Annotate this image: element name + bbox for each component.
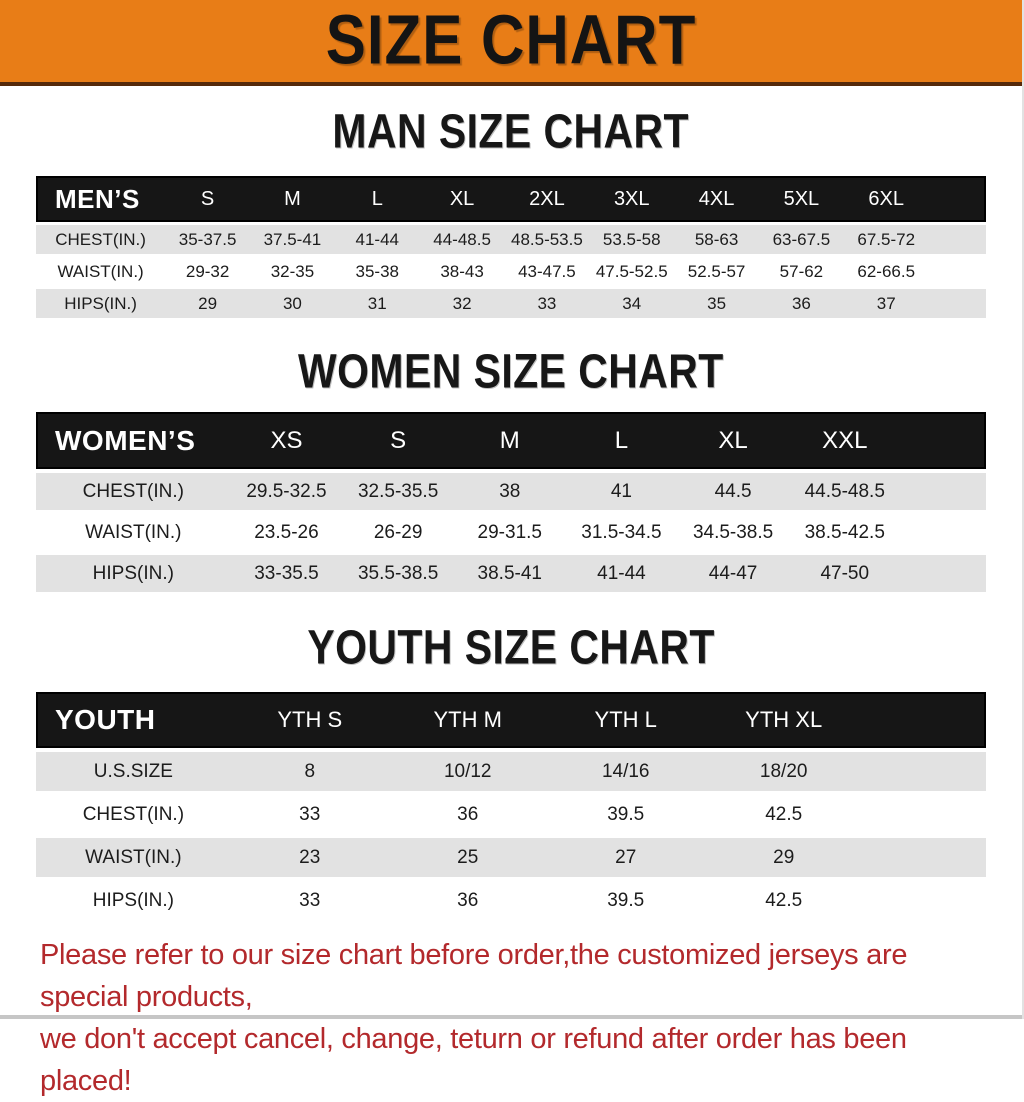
- size-cell: 35-37.5: [178, 229, 237, 249]
- size-cell: 67.5-72: [857, 229, 916, 249]
- row-label: U.S.SIZE: [93, 760, 173, 782]
- column-header: 2XL: [529, 187, 565, 210]
- table-row: [36, 225, 986, 254]
- size-cell: 23: [299, 846, 321, 868]
- table-row: [36, 881, 986, 920]
- size-cell: 37: [876, 293, 896, 313]
- size-cell: 23.5-26: [254, 521, 319, 543]
- row-label: CHEST(IN.): [82, 803, 185, 825]
- size-cell: 53.5-58: [602, 229, 661, 249]
- size-cell: 58-63: [694, 229, 739, 249]
- size-cell: 39.5: [607, 889, 645, 911]
- size-cell: 35-38: [355, 261, 399, 281]
- table-row: [36, 473, 986, 510]
- table-header-row: [36, 176, 986, 222]
- size-cell: 32.5-35.5: [357, 480, 439, 502]
- column-header: L: [371, 187, 383, 210]
- size-cell: 8: [304, 760, 316, 782]
- size-cell: 33: [299, 889, 321, 911]
- size-cell: 10/12: [443, 760, 492, 782]
- size-cell: 36: [791, 293, 811, 313]
- size-cell: 33: [299, 803, 321, 825]
- column-header: L: [614, 426, 629, 454]
- size-cell: 34: [622, 293, 642, 313]
- size-cell: 37.5-41: [263, 229, 322, 249]
- column-header: 3XL: [613, 187, 650, 210]
- size-cell: 31: [367, 293, 387, 313]
- size-cell: 27: [615, 846, 637, 868]
- size-cell: 26-29: [373, 521, 423, 543]
- size-cell: 57-62: [779, 261, 824, 281]
- table-row: [36, 555, 986, 592]
- row-label: WAIST(IN.): [57, 261, 144, 281]
- banner-title: SIZE CHART: [325, 1, 697, 80]
- table-header-row: [36, 412, 986, 469]
- size-cell: 44-47: [708, 562, 758, 584]
- footer-line-2: we don't accept cancel, change, teturn or refund after order has been placed!: [40, 1023, 907, 1097]
- table-header-row: [36, 692, 986, 748]
- size-cell: 32-35: [270, 261, 315, 281]
- column-header: XL: [449, 187, 475, 210]
- size-cell: 35.5-38.5: [357, 562, 439, 584]
- table-row: [36, 289, 986, 318]
- size-cell: 33-35.5: [254, 562, 319, 584]
- size-cell: 14/16: [601, 760, 650, 782]
- column-header: 4XL: [698, 187, 735, 210]
- column-header: XXL: [822, 426, 868, 454]
- size-cell: 47.5-52.5: [595, 261, 668, 281]
- size-cell: 41-44: [597, 562, 646, 584]
- row-label: CHEST(IN.): [55, 229, 146, 249]
- size-cell: 43-47.5: [518, 261, 576, 281]
- size-cell: 32: [452, 293, 472, 313]
- size-cell: 36: [457, 889, 479, 911]
- size-cell: 41-44: [355, 229, 399, 249]
- table-title-cell: WOMEN’S: [55, 424, 196, 456]
- size-cell: 34.5-38.5: [692, 521, 774, 543]
- size-cell: 47-50: [820, 562, 870, 584]
- size-cell: 30: [282, 293, 302, 313]
- size-cell: 29.5-32.5: [246, 480, 327, 502]
- women-size-table: [36, 412, 986, 592]
- column-header: 6XL: [868, 187, 905, 210]
- table-row: [36, 514, 986, 551]
- size-cell: 29-31.5: [477, 521, 542, 543]
- table-row: [36, 795, 986, 834]
- column-header: S: [390, 426, 407, 454]
- size-cell: 39.5: [607, 803, 645, 825]
- size-cell: 18/20: [759, 760, 808, 782]
- youth-size-table: [36, 692, 986, 920]
- column-header: YTH XL: [745, 707, 823, 732]
- size-cell: 38-43: [440, 261, 484, 281]
- men-section-heading: [0, 104, 1022, 159]
- table-title-cell: MEN’S: [55, 183, 140, 214]
- size-cell: 41: [610, 480, 632, 502]
- row-label: WAIST(IN.): [85, 846, 182, 868]
- size-cell: 63-67.5: [772, 229, 831, 249]
- table-title-cell: YOUTH: [55, 704, 156, 735]
- banner: [0, 0, 1022, 86]
- size-cell: 38.5-41: [477, 562, 542, 584]
- size-cell: 36: [457, 803, 479, 825]
- footer-line-1: Please refer to our size chart before order,the customized jerseys are special products,: [40, 939, 908, 1013]
- column-header: S: [200, 187, 215, 210]
- size-cell: 38.5-42.5: [804, 521, 885, 543]
- size-cell: 48.5-53.5: [510, 229, 583, 249]
- table-row: [36, 257, 986, 286]
- size-cell: 42.5: [765, 889, 803, 911]
- table-row: [36, 838, 986, 877]
- size-cell: 29-32: [185, 261, 230, 281]
- column-header: YTH S: [277, 707, 343, 732]
- row-label: WAIST(IN.): [85, 521, 182, 543]
- size-cell: 38: [499, 480, 521, 502]
- size-cell: 42.5: [765, 803, 803, 825]
- table-row: [36, 752, 986, 791]
- size-cell: 33: [537, 293, 557, 313]
- row-label: HIPS(IN.): [64, 293, 137, 313]
- column-header: 5XL: [783, 187, 820, 210]
- youth-section-heading: [0, 622, 1022, 674]
- men-size-table: [36, 176, 986, 318]
- size-cell: 25: [457, 846, 479, 868]
- women-section-heading: [0, 346, 1022, 398]
- column-header: XL: [718, 426, 748, 454]
- size-cell: 44-48.5: [433, 229, 491, 249]
- size-cell: 44.5: [714, 480, 752, 502]
- size-cell: 31.5-34.5: [581, 521, 662, 543]
- row-label: HIPS(IN.): [92, 889, 175, 911]
- women-section-heading-text: WOMEN SIZE CHART: [298, 344, 724, 399]
- column-header: M: [284, 187, 301, 210]
- column-header: YTH L: [594, 707, 657, 732]
- column-header: YTH M: [433, 707, 502, 732]
- bottom-edge-divider: [0, 1015, 1022, 1019]
- row-label: CHEST(IN.): [82, 480, 184, 502]
- size-cell: 62-66.5: [857, 261, 916, 281]
- column-header: XS: [270, 426, 303, 454]
- size-cell: 52.5-57: [687, 261, 746, 281]
- size-cell: 29: [773, 846, 795, 868]
- men-section-heading-text: MAN SIZE CHART: [332, 104, 690, 159]
- row-label: HIPS(IN.): [92, 562, 174, 584]
- youth-section-heading-text: YOUTH SIZE CHART: [307, 620, 715, 675]
- size-cell: 29: [198, 293, 218, 313]
- size-cell: 35: [707, 293, 727, 313]
- size-cell: 44.5-48.5: [804, 480, 885, 502]
- column-header: M: [499, 426, 520, 454]
